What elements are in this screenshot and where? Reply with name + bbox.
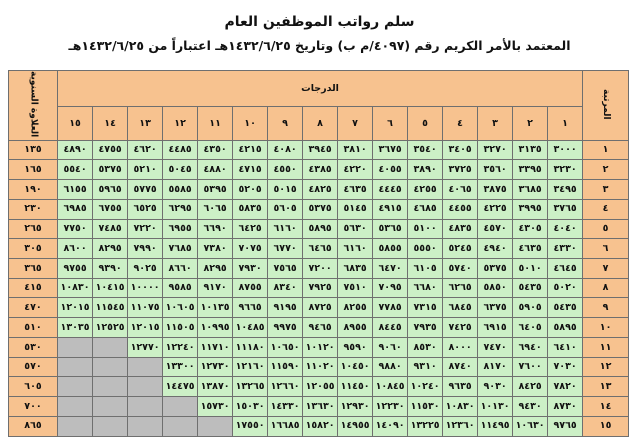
salary-cell: ١٥٧٣٠ bbox=[198, 397, 233, 417]
salary-cell: ٩١٩٥ bbox=[268, 298, 303, 318]
degree-header-10: ١٠ bbox=[233, 107, 268, 140]
degree-header-12: ١٢ bbox=[163, 107, 198, 140]
salary-cell: ١٠١٢٠ bbox=[303, 337, 338, 357]
salary-cell: ٨٢٩٥ bbox=[198, 259, 233, 279]
salary-cell: ٨٥٣٠ bbox=[408, 337, 443, 357]
salary-cell: ٥١٤٥ bbox=[338, 199, 373, 219]
empty-cell bbox=[58, 357, 93, 377]
salary-cell: ٧٦٠٠ bbox=[513, 357, 548, 377]
salary-cell: ١٠٨٣٠ bbox=[58, 278, 93, 298]
rank-cell: ١٣ bbox=[583, 377, 629, 397]
rank-cell: ١٠ bbox=[583, 318, 629, 338]
salary-cell: ٥٣٩٥ bbox=[198, 180, 233, 200]
salary-cell: ١١٠٧٥ bbox=[128, 298, 163, 318]
salary-cell: ٨٤٢٥ bbox=[513, 377, 548, 397]
degree-header-14: ١٤ bbox=[93, 107, 128, 140]
table-row bbox=[9, 318, 629, 338]
salary-cell: ٩٧٦٥ bbox=[548, 416, 583, 436]
salary-cell: ٤٨٢٥ bbox=[303, 180, 338, 200]
salary-cell: ٧٥١٠ bbox=[338, 278, 373, 298]
degree-header-8: ٨ bbox=[303, 107, 338, 140]
salary-cell: ٨٩٥٥ bbox=[338, 318, 373, 338]
salary-cell: ٧٩٢٥ bbox=[303, 278, 338, 298]
salary-cell: ٩٦٣٥ bbox=[443, 377, 478, 397]
salary-cell: ٣٨١٠ bbox=[338, 140, 373, 160]
salary-cell: ٧٧٥٠ bbox=[58, 219, 93, 239]
table-row bbox=[9, 337, 629, 357]
rank-cell: ٦ bbox=[583, 239, 629, 259]
salary-cell: ١٠٤١٥ bbox=[93, 278, 128, 298]
salary-cell: ١٢٢٤٠ bbox=[163, 337, 198, 357]
salary-cell: ١٤٣٣٠ bbox=[268, 397, 303, 417]
salary-cell: ١٢٠١٥ bbox=[128, 318, 163, 338]
salary-cell: ٤٦٣٥ bbox=[513, 239, 548, 259]
salary-cell: ١٥٨٢٠ bbox=[303, 416, 338, 436]
salary-cell: ١٢٠١٥ bbox=[58, 298, 93, 318]
bonus-cell: ١٦٥ bbox=[9, 160, 58, 180]
rank-cell: ١٤ bbox=[583, 397, 629, 417]
empty-cell bbox=[128, 416, 163, 436]
salary-cell: ٣٥٤٠ bbox=[408, 140, 443, 160]
salary-cell: ٦٢٩٥ bbox=[163, 199, 198, 219]
salary-cell: ١٣٢٦٥ bbox=[233, 377, 268, 397]
empty-cell bbox=[198, 416, 233, 436]
salary-cell: ١٠١٣٥ bbox=[198, 298, 233, 318]
degree-header-1: ١ bbox=[548, 107, 583, 140]
salary-cell: ٤٣٨٥ bbox=[303, 160, 338, 180]
salary-cell: ٤٠٨٠ bbox=[268, 140, 303, 160]
rank-cell: ٤ bbox=[583, 199, 629, 219]
salary-cell: ١٠٩٩٥ bbox=[198, 318, 233, 338]
salary-cell: ٨٤٤٥ bbox=[373, 318, 408, 338]
salary-cell: ٦٤٦٥ bbox=[303, 239, 338, 259]
salary-cell: ١١٥٩٠ bbox=[268, 357, 303, 377]
salary-cell: ١٢٧٧٠ bbox=[128, 337, 163, 357]
degree-header-15: ١٥ bbox=[58, 107, 93, 140]
salary-cell: ٦٤٠٥ bbox=[513, 318, 548, 338]
degree-header-6: ٦ bbox=[373, 107, 408, 140]
page-subtitle: المعتمد بالأمر الكريم رقم (٤٠٩٧/م ب) وتاريخ ١٤٣٢/٦/٢٥هـ اعتباراً من ١٤٣٢/٦/٢٥هـ bbox=[68, 38, 571, 53]
bonus-cell: ٤٧٠ bbox=[9, 298, 58, 318]
degree-header-11: ١١ bbox=[198, 107, 233, 140]
salary-cell: ٨٢٥٥ bbox=[338, 298, 373, 318]
bonus-cell: ٨٦٥ bbox=[9, 416, 58, 436]
rank-cell: ١٥ bbox=[583, 416, 629, 436]
degree-header-7: ٧ bbox=[338, 107, 373, 140]
table-row bbox=[9, 219, 629, 239]
salary-cell: ٥٨٩٥ bbox=[303, 219, 338, 239]
salary-cell: ١٢٢٣٠ bbox=[373, 397, 408, 417]
salary-cell: ٧٠٣٠ bbox=[548, 357, 583, 377]
salary-cell: ٨٧٣٠ bbox=[548, 397, 583, 417]
salary-cell: ٣٨٩٠ bbox=[408, 160, 443, 180]
salary-cell: ٤٢٥٥ bbox=[408, 180, 443, 200]
salary-cell: ٩٥٩٠ bbox=[338, 337, 373, 357]
salary-cell: ١٠٦٠٥ bbox=[163, 298, 198, 318]
salary-cell: ٣٢٣٠ bbox=[548, 160, 583, 180]
salary-cell: ٥٣٧٥ bbox=[303, 199, 338, 219]
salary-cell: ٧٨٢٠ bbox=[548, 377, 583, 397]
salary-cell: ٩٠٦٠ bbox=[373, 337, 408, 357]
salary-cell: ٩٨٨٠ bbox=[373, 357, 408, 377]
salary-cell: ٣٩٤٥ bbox=[303, 140, 338, 160]
salary-cell: ١٠٦٥٠ bbox=[268, 337, 303, 357]
bonus-cell: ٤١٥ bbox=[9, 278, 58, 298]
salary-cell: ٥٣٧٥ bbox=[478, 259, 513, 279]
salary-cell: ٦٩١٥ bbox=[478, 318, 513, 338]
salary-cell: ٦٤٢٥ bbox=[233, 219, 268, 239]
salary-cell: ١٢١٦٠ bbox=[233, 357, 268, 377]
rank-cell: ٥ bbox=[583, 219, 629, 239]
salary-cell: ٧٠٧٥ bbox=[233, 239, 268, 259]
bonus-cell: ٥٧٠ bbox=[9, 357, 58, 377]
salary-cell: ٦٩٤٠ bbox=[513, 337, 548, 357]
salary-cell: ٥٦٠٥ bbox=[268, 199, 303, 219]
bonus-cell: ١٩٠ bbox=[9, 180, 58, 200]
salary-cell: ٩٧٥٥ bbox=[58, 259, 93, 279]
salary-cell: ٦٣٧٥ bbox=[478, 298, 513, 318]
salary-cell: ٣١٣٥ bbox=[513, 140, 548, 160]
salary-cell: ٩٠٢٥ bbox=[128, 259, 163, 279]
salary-cell: ٤٣٠٥ bbox=[513, 219, 548, 239]
salary-cell: ١٠٦٣٠ bbox=[513, 416, 548, 436]
salary-cell: ٥٤٣٥ bbox=[548, 298, 583, 318]
salary-cell: ٧٥٦٥ bbox=[268, 259, 303, 279]
salary-cell: ٤٧٥٥ bbox=[93, 140, 128, 160]
salary-cell: ١٥٠٣٠ bbox=[233, 397, 268, 417]
salary-cell: ٥٨٥٠ bbox=[478, 278, 513, 298]
salary-cell: ٤٢١٥ bbox=[233, 140, 268, 160]
salary-cell: ٥٢٤٥ bbox=[443, 239, 478, 259]
empty-cell bbox=[58, 397, 93, 417]
degree-header-2: ٢ bbox=[513, 107, 548, 140]
salary-cell: ٣٤٠٥ bbox=[443, 140, 478, 160]
empty-cell bbox=[163, 397, 198, 417]
salary-cell: ٤٦٢٠ bbox=[128, 140, 163, 160]
table-row bbox=[9, 377, 629, 397]
salary-cell: ٨٦٦٠ bbox=[163, 259, 198, 279]
salary-cell: ٦١٦٠ bbox=[338, 239, 373, 259]
salary-cell: ٨٦٠٠ bbox=[58, 239, 93, 259]
salary-cell: ٨٠٠٠ bbox=[443, 337, 478, 357]
salary-cell: ٤٠٤٠ bbox=[548, 219, 583, 239]
salary-cell: ٨١٧٠ bbox=[478, 357, 513, 377]
salary-cell: ٧٤٨٥ bbox=[93, 219, 128, 239]
salary-cell: ١٢٦٦٠ bbox=[268, 377, 303, 397]
salary-cell: ١٠٠٠٠ bbox=[128, 278, 163, 298]
empty-cell bbox=[58, 337, 93, 357]
salary-cell: ٧٤٧٠ bbox=[478, 337, 513, 357]
salary-cell: ٤٣٣٠ bbox=[548, 239, 583, 259]
bonus-cell: ٦٠٥ bbox=[9, 377, 58, 397]
salary-cell: ٣٢٧٠ bbox=[478, 140, 513, 160]
rank-cell: ٢ bbox=[583, 160, 629, 180]
salary-cell: ٥٠٢٠ bbox=[548, 278, 583, 298]
bonus-cell: ٢٦٥ bbox=[9, 219, 58, 239]
salary-cell: ١٣٨٧٠ bbox=[198, 377, 233, 397]
rank-cell: ٧ bbox=[583, 259, 629, 279]
bonus-cell: ٥٣٠ bbox=[9, 337, 58, 357]
salary-cell: ١١٥٠٥ bbox=[163, 318, 198, 338]
salary-cell: ٤٩١٥ bbox=[373, 199, 408, 219]
empty-cell bbox=[93, 337, 128, 357]
salary-cell: ١٢٩٣٠ bbox=[338, 397, 373, 417]
rank-cell: ١١ bbox=[583, 337, 629, 357]
salary-cell: ٧٦٨٥ bbox=[163, 239, 198, 259]
salary-cell: ٤٠٥٥ bbox=[373, 160, 408, 180]
salary-cell: ٧٢٠٠ bbox=[303, 259, 338, 279]
salary-cell: ٦٩٥٥ bbox=[163, 219, 198, 239]
salary-cell: ٩١٧٠ bbox=[198, 278, 233, 298]
bonus-cell: ١٣٥ bbox=[9, 140, 58, 160]
salary-cell: ٤٦٣٥ bbox=[338, 180, 373, 200]
salary-cell: ٤٧١٥ bbox=[233, 160, 268, 180]
salary-cell: ٥١٠٠ bbox=[408, 219, 443, 239]
salary-cell: ١٠١٣٠ bbox=[478, 397, 513, 417]
salary-cell: ١٢٠٥٥ bbox=[303, 377, 338, 397]
rank-cell: ١٢ bbox=[583, 357, 629, 377]
salary-cell: ١٠٤٥٠ bbox=[338, 357, 373, 377]
empty-cell bbox=[128, 357, 163, 377]
rank-cell: ١ bbox=[583, 140, 629, 160]
salary-cell: ٦٨٣٥ bbox=[338, 259, 373, 279]
salary-cell: ٤٥٥٠ bbox=[268, 160, 303, 180]
salary-cell: ٧٣٨٠ bbox=[198, 239, 233, 259]
salary-cell: ١٣٣٠٠ bbox=[163, 357, 198, 377]
degree-header-4: ٤ bbox=[443, 107, 478, 140]
salary-cell: ٣٧٢٥ bbox=[443, 160, 478, 180]
salary-cell: ١٠٤٨٥ bbox=[233, 318, 268, 338]
salary-cell: ٦٥٢٥ bbox=[128, 199, 163, 219]
table-row bbox=[9, 298, 629, 318]
salary-cell: ١٠٨٤٥ bbox=[373, 377, 408, 397]
salary-cell: ٥٨٣٥ bbox=[233, 199, 268, 219]
salary-cell: ٥٩٠٥ bbox=[513, 298, 548, 318]
salary-cell: ١٣٦٣٠ bbox=[303, 397, 338, 417]
salary-cell: ١٢٥٢٥ bbox=[93, 318, 128, 338]
salary-cell: ٧٤٢٥ bbox=[443, 318, 478, 338]
bonus-cell: ٣٦٥ bbox=[9, 259, 58, 279]
salary-cell: ٦٦٨٠ bbox=[408, 278, 443, 298]
salary-cell: ٧٠٩٥ bbox=[373, 278, 408, 298]
salary-cell: ٣٠٠٠ bbox=[548, 140, 583, 160]
rank-cell: ٨ bbox=[583, 278, 629, 298]
salary-cell: ٦٦٩٠ bbox=[198, 219, 233, 239]
table-row bbox=[9, 397, 629, 417]
empty-cell bbox=[163, 416, 198, 436]
salary-cell: ١٠٢٤٠ bbox=[408, 377, 443, 397]
degree-header-5: ٥ bbox=[408, 107, 443, 140]
salary-cell: ١٢٧٣٠ bbox=[198, 357, 233, 377]
empty-cell bbox=[93, 377, 128, 397]
salary-cell: ٣٧٦٥ bbox=[548, 199, 583, 219]
salary-cell: ٥٩٦٥ bbox=[93, 180, 128, 200]
salary-cell: ٩٥٨٥ bbox=[163, 278, 198, 298]
salary-cell: ١٢٣٦٠ bbox=[443, 416, 478, 436]
salary-cell: ٥٠٤٥ bbox=[163, 160, 198, 180]
salary-cell: ٥٥٥٠ bbox=[408, 239, 443, 259]
salary-cell: ٤٦٨٥ bbox=[408, 199, 443, 219]
salary-cell: ٦٤٧٠ bbox=[373, 259, 408, 279]
rank-header-label: المرتبة bbox=[601, 88, 612, 120]
salary-cell: ١٤٩٥٥ bbox=[338, 416, 373, 436]
salary-cell: ١١٠٢٠ bbox=[303, 357, 338, 377]
empty-cell bbox=[128, 377, 163, 397]
salary-cell: ١١٧١٠ bbox=[198, 337, 233, 357]
salary-cell: ١٧٥٥٠ bbox=[233, 416, 268, 436]
salary-cell: ٣٥٦٠ bbox=[478, 160, 513, 180]
table-row bbox=[9, 199, 629, 219]
salary-cell: ٣٨٧٥ bbox=[478, 180, 513, 200]
salary-cell: ١١٤٥٠ bbox=[338, 377, 373, 397]
salary-cell: ٣٦٧٥ bbox=[373, 140, 408, 160]
rank-cell: ٩ bbox=[583, 298, 629, 318]
salary-cell: ٨٣٤٠ bbox=[268, 278, 303, 298]
salary-cell: ٥٧٧٥ bbox=[128, 180, 163, 200]
bonus-cell: ٣٠٥ bbox=[9, 239, 58, 259]
empty-cell bbox=[128, 397, 163, 417]
salary-cell: ٦١٦٠ bbox=[268, 219, 303, 239]
degree-header-3: ٣ bbox=[478, 107, 513, 140]
salary-cell: ٥٥٨٥ bbox=[163, 180, 198, 200]
salary-cell: ٥٢٠٥ bbox=[233, 180, 268, 200]
salary-cell: ٩٩٧٥ bbox=[268, 318, 303, 338]
salary-cell: ٤٥٧٠ bbox=[478, 219, 513, 239]
salary-cell: ٩٤٦٥ bbox=[303, 318, 338, 338]
bonus-cell: ٥١٠ bbox=[9, 318, 58, 338]
salary-cell: ٧٩٣٥ bbox=[408, 318, 443, 338]
bonus-header bbox=[9, 71, 58, 141]
salary-table bbox=[8, 70, 629, 437]
salary-cell: ١٣٢٢٥ bbox=[408, 416, 443, 436]
salary-cell: ٥٦٣٠ bbox=[338, 219, 373, 239]
page-title: سلم رواتب الموظفين العام bbox=[224, 14, 415, 30]
empty-cell bbox=[58, 377, 93, 397]
degree-header-13: ١٣ bbox=[128, 107, 163, 140]
salary-cell: ٥٤٣٥ bbox=[513, 278, 548, 298]
salary-cell: ٨٧٢٥ bbox=[303, 298, 338, 318]
table-row bbox=[9, 416, 629, 436]
salary-cell: ٤٤٨٥ bbox=[163, 140, 198, 160]
salary-cell: ٦٧٧٠ bbox=[268, 239, 303, 259]
table-row bbox=[9, 357, 629, 377]
salary-cell: ٩٠٣٠ bbox=[478, 377, 513, 397]
degree-number-row bbox=[9, 107, 629, 140]
salary-cell: ٤٨٩٠ bbox=[58, 140, 93, 160]
salary-cell: ٣٦٨٥ bbox=[513, 180, 548, 200]
empty-cell bbox=[58, 416, 93, 436]
salary-cell: ٥٣٦٥ bbox=[373, 219, 408, 239]
salary-cell: ٧٣١٥ bbox=[408, 298, 443, 318]
salary-cell: ٥٨٩٥ bbox=[548, 318, 583, 338]
empty-cell bbox=[93, 397, 128, 417]
salary-cell: ٤٩٤٠ bbox=[478, 239, 513, 259]
salary-cell: ٣٩٩٥ bbox=[513, 199, 548, 219]
salary-cell: ٤٤٤٥ bbox=[373, 180, 408, 200]
table-row bbox=[9, 140, 629, 160]
salary-cell: ٨٧٥٥ bbox=[233, 278, 268, 298]
salary-cell: ١٠٨٣٠ bbox=[443, 397, 478, 417]
salary-cell: ١١٤٩٥ bbox=[478, 416, 513, 436]
salary-cell: ٥٥٤٠ bbox=[58, 160, 93, 180]
salary-cell: ١٦٦٨٥ bbox=[268, 416, 303, 436]
table-row bbox=[9, 180, 629, 200]
salary-cell: ٥٠١٥ bbox=[268, 180, 303, 200]
salary-cell: ١٣٠٣٥ bbox=[58, 318, 93, 338]
salary-cell: ٩٣٩٠ bbox=[93, 259, 128, 279]
salary-cell: ٣٤٩٥ bbox=[548, 180, 583, 200]
bonus-header-label: العلاوة السنوية bbox=[28, 71, 39, 138]
salary-cell: ٤٠٦٥ bbox=[443, 180, 478, 200]
salary-cell: ١١١٨٠ bbox=[233, 337, 268, 357]
table-row bbox=[9, 259, 629, 279]
salary-cell: ٤٤٥٥ bbox=[443, 199, 478, 219]
salary-cell: ٥٢١٠ bbox=[128, 160, 163, 180]
salary-cell: ٧٧٨٥ bbox=[373, 298, 408, 318]
salary-cell: ٥٧٤٠ bbox=[443, 259, 478, 279]
salary-cell: ٦٩٨٥ bbox=[58, 199, 93, 219]
salary-cell: ٤٢٢٠ bbox=[338, 160, 373, 180]
salary-cell: ٦٧٥٥ bbox=[93, 199, 128, 219]
salary-cell: ٤٨٣٥ bbox=[443, 219, 478, 239]
salary-cell: ١٤٠٩٠ bbox=[373, 416, 408, 436]
salary-cell: ٩٤٣٠ bbox=[513, 397, 548, 417]
salary-cell: ٤٨٨٠ bbox=[198, 160, 233, 180]
salary-cell: ٦٠٦٥ bbox=[198, 199, 233, 219]
salary-cell: ٩٣١٠ bbox=[408, 357, 443, 377]
salary-cell: ٦١٥٥ bbox=[58, 180, 93, 200]
salary-cell: ١٤٤٧٥ bbox=[163, 377, 198, 397]
salary-cell: ٧٢٢٠ bbox=[128, 219, 163, 239]
empty-cell bbox=[93, 416, 128, 436]
degrees-header: الدرجات bbox=[58, 71, 583, 107]
salary-cell: ٥٣٧٥ bbox=[93, 160, 128, 180]
salary-cell: ٩٦٦٥ bbox=[233, 298, 268, 318]
salary-cell: ٤٢٢٥ bbox=[478, 199, 513, 219]
salary-cell: ٣٣٩٥ bbox=[513, 160, 548, 180]
salary-cell: ٦١٠٥ bbox=[408, 259, 443, 279]
salary-cell: ٦٨٤٥ bbox=[443, 298, 478, 318]
salary-cell: ٨٧٤٠ bbox=[443, 357, 478, 377]
empty-cell bbox=[93, 357, 128, 377]
salary-cell: ٧٩٣٠ bbox=[233, 259, 268, 279]
salary-cell: ٤٣٥٠ bbox=[198, 140, 233, 160]
salary-cell: ٥٨٥٥ bbox=[373, 239, 408, 259]
rank-header bbox=[583, 71, 629, 141]
salary-rows bbox=[9, 140, 629, 436]
salary-cell: ٨٢٩٥ bbox=[93, 239, 128, 259]
salary-cell: ٦٢٦٥ bbox=[443, 278, 478, 298]
salary-cell: ٤٦٤٥ bbox=[548, 259, 583, 279]
salary-cell: ٧٩٩٠ bbox=[128, 239, 163, 259]
table-row bbox=[9, 239, 629, 259]
rank-cell: ٣ bbox=[583, 180, 629, 200]
table-row bbox=[9, 278, 629, 298]
bonus-cell: ٧٠٠ bbox=[9, 397, 58, 417]
salary-cell: ١١٥٣٠ bbox=[408, 397, 443, 417]
bonus-cell: ٢٣٠ bbox=[9, 199, 58, 219]
table-row bbox=[9, 160, 629, 180]
degree-header-9: ٩ bbox=[268, 107, 303, 140]
salary-cell: ٥٠١٠ bbox=[513, 259, 548, 279]
salary-cell: ٦٤١٠ bbox=[548, 337, 583, 357]
salary-cell: ١١٥٤٥ bbox=[93, 298, 128, 318]
